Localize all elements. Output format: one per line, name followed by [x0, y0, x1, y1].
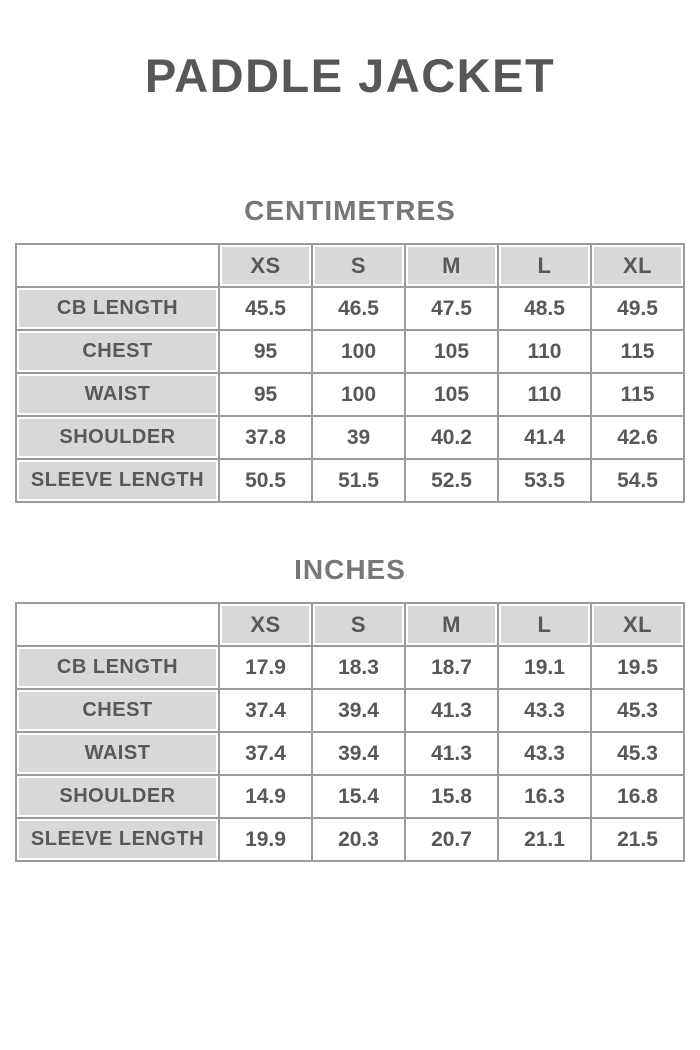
cell-value: 53.5	[498, 459, 591, 502]
cell-value: 41.3	[405, 689, 498, 732]
cell-value: 100	[312, 373, 405, 416]
cell-value: 115	[591, 373, 684, 416]
table-row	[16, 459, 684, 502]
size-header-l: L	[498, 603, 591, 646]
size-header-row	[16, 244, 684, 287]
corner-cell	[16, 244, 219, 287]
table-row	[16, 689, 684, 732]
cell-value: 21.1	[498, 818, 591, 861]
size-header-xs: XS	[219, 244, 312, 287]
cell-value: 110	[498, 330, 591, 373]
size-header-m: M	[405, 244, 498, 287]
cell-value: 42.6	[591, 416, 684, 459]
cell-value: 47.5	[405, 287, 498, 330]
cell-value: 15.4	[312, 775, 405, 818]
cell-value: 19.5	[591, 646, 684, 689]
cell-value: 15.8	[405, 775, 498, 818]
size-header-m: M	[405, 603, 498, 646]
cell-value: 39.4	[312, 732, 405, 775]
size-header-row	[16, 603, 684, 646]
size-header-xl: XL	[591, 244, 684, 287]
cell-value: 43.3	[498, 732, 591, 775]
cell-value: 52.5	[405, 459, 498, 502]
row-label: CHEST	[16, 330, 219, 373]
cell-value: 37.4	[219, 689, 312, 732]
table-row	[16, 287, 684, 330]
cell-value: 41.4	[498, 416, 591, 459]
cell-value: 18.3	[312, 646, 405, 689]
cell-value: 95	[219, 330, 312, 373]
section-heading-inches: INCHES	[294, 554, 406, 585]
cell-value: 20.3	[312, 818, 405, 861]
cell-value: 20.7	[405, 818, 498, 861]
cell-value: 50.5	[219, 459, 312, 502]
table-row	[16, 732, 684, 775]
row-label: WAIST	[16, 373, 219, 416]
row-label: SLEEVE LENGTH	[16, 459, 219, 502]
page-title: PADDLE JACKET	[144, 49, 556, 102]
cell-value: 110	[498, 373, 591, 416]
table-row	[16, 373, 684, 416]
cell-value: 37.8	[219, 416, 312, 459]
cell-value: 16.3	[498, 775, 591, 818]
cell-value: 40.2	[405, 416, 498, 459]
cell-value: 17.9	[219, 646, 312, 689]
cell-value: 45.5	[219, 287, 312, 330]
cell-value: 51.5	[312, 459, 405, 502]
table-row	[16, 330, 684, 373]
size-header-xl: XL	[591, 603, 684, 646]
cell-value: 21.5	[591, 818, 684, 861]
size-table-centimetres	[15, 243, 685, 503]
size-header-s: S	[312, 244, 405, 287]
cell-value: 45.3	[591, 689, 684, 732]
row-label: CB LENGTH	[16, 287, 219, 330]
size-table-inches	[15, 602, 685, 862]
size-header-l: L	[498, 244, 591, 287]
table-row	[16, 416, 684, 459]
cell-value: 49.5	[591, 287, 684, 330]
size-table-centimetres-body	[16, 244, 684, 502]
table-row	[16, 818, 684, 861]
row-label: SHOULDER	[16, 775, 219, 818]
cell-value: 18.7	[405, 646, 498, 689]
cell-value: 37.4	[219, 732, 312, 775]
cell-value: 48.5	[498, 287, 591, 330]
cell-value: 105	[405, 373, 498, 416]
row-label: WAIST	[16, 732, 219, 775]
cell-value: 115	[591, 330, 684, 373]
cell-value: 46.5	[312, 287, 405, 330]
section-heading-centimetres: CENTIMETRES	[244, 195, 456, 226]
corner-cell	[16, 603, 219, 646]
cell-value: 19.9	[219, 818, 312, 861]
cell-value: 45.3	[591, 732, 684, 775]
cell-value: 41.3	[405, 732, 498, 775]
cell-value: 39	[312, 416, 405, 459]
section-centimetres	[0, 196, 700, 503]
cell-value: 19.1	[498, 646, 591, 689]
cell-value: 100	[312, 330, 405, 373]
cell-value: 105	[405, 330, 498, 373]
cell-value: 54.5	[591, 459, 684, 502]
cell-value: 16.8	[591, 775, 684, 818]
row-label: SHOULDER	[16, 416, 219, 459]
row-label: SLEEVE LENGTH	[16, 818, 219, 861]
size-header-s: S	[312, 603, 405, 646]
row-label: CB LENGTH	[16, 646, 219, 689]
cell-value: 14.9	[219, 775, 312, 818]
row-label: CHEST	[16, 689, 219, 732]
table-row	[16, 646, 684, 689]
cell-value: 95	[219, 373, 312, 416]
cell-value: 39.4	[312, 689, 405, 732]
section-inches	[0, 555, 700, 862]
cell-value: 43.3	[498, 689, 591, 732]
size-table-inches-body	[16, 603, 684, 861]
table-row	[16, 775, 684, 818]
size-header-xs: XS	[219, 603, 312, 646]
